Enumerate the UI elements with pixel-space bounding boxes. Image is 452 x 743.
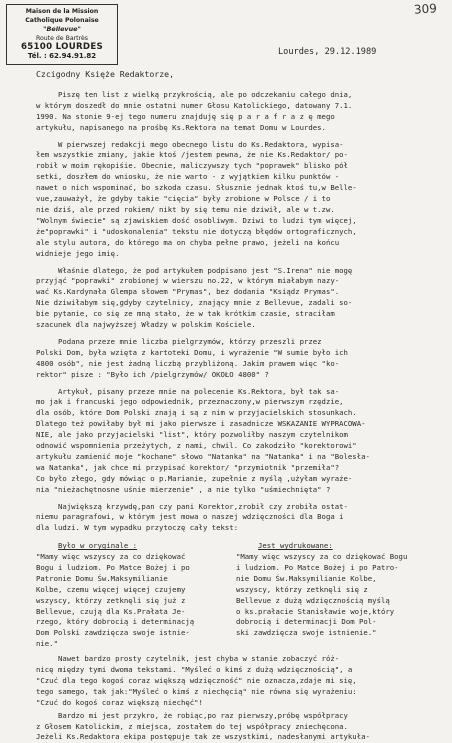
text-line: Nawet bardzo prosty czytelnik, jest chyba w stanie zobaczyć róż- — [36, 654, 340, 664]
letter-greeting: Czcigodny Księże Redaktorze, — [36, 69, 175, 79]
original-text-lines — [36, 552, 221, 650]
letter-date: Lourdes, 29.12.1989 — [278, 47, 377, 57]
text-line: "Czuć do kogoś coraz większą niechęć"! — [36, 697, 203, 707]
text-line: nia "nieżachętnosne uśnie mierzenie" , a nie tylko "uśmiechnięta" ? — [36, 484, 331, 494]
text-line: Bellevue z dużą wdzięcznością myślą — [236, 595, 390, 605]
paragraph — [36, 711, 432, 743]
text-line: 1990. Na stonie 9-ej tego numeru znajduję się p a r a f r a z ę mego — [36, 111, 335, 121]
text-line: Jeżeli Ks.Redaktora ekipa postępuje tak ze wszystkimi, nadesłanymi artykuła- — [36, 732, 370, 742]
original-text-column — [36, 541, 221, 650]
paragraph — [36, 140, 432, 260]
text-line: "Czuć dla tego kogoś coraz większą wdzięczność" nie oznacza,zdaje mi się, — [36, 675, 357, 685]
text-line: wszyscy, którzy zetknęli się z — [236, 584, 368, 594]
printed-text-header: Jest wydrukowane: — [258, 541, 333, 551]
text-line: 4800 osób", nie jest żadną liczbą przybliżoną. Jakim prawem więc "ko- — [36, 358, 340, 368]
text-line: Właśnie dlatego, że pod artykułem podpisano jest "S.Irena" nie mogę — [36, 265, 353, 275]
text-line: "Mamy więc wszyscy za co dziękować — [36, 552, 186, 562]
text-line: tego samego, tak jak:"Myśleć o kimś z niechęcią" nie równa się wyrażeniu: — [36, 686, 357, 696]
text-line: nie Domu Św.Maksymilianie Kolbe, — [236, 573, 377, 583]
text-line: rzego, który dobrocią i determinacją — [36, 617, 195, 627]
text-line: dobrocią i determinacji Dom Pol- — [236, 617, 377, 627]
paragraph — [36, 90, 432, 134]
text-line: robił w moim rękopiśie. Obecnie, maliczywszy tych "poprawek" blisko pół — [36, 161, 348, 171]
text-line: W pierwszej redakcji mego obecnego listu do Ks.Redaktora, wypisa- — [36, 139, 344, 149]
text-line: artykułu zamienić moje "kochane" słowo "Natanka" na "Natanka" i na "Bolesła- — [36, 451, 370, 461]
text-line: z Głosem Katolickim, z miejsca, zostałem do tej współpracy zniechęcona. — [36, 721, 348, 731]
stamp-line: Route de Bartrès — [35, 35, 89, 42]
text-line: niemu paragrafowi, w którym jest mowa o naszej wdzięczności dla Boga i — [36, 512, 344, 522]
paragraph — [36, 266, 432, 331]
stamp-line: Maison de la Mission Catholique Polonaise — [25, 8, 99, 24]
text-line: Co było złego, gdy mówiąc o p.Marianie, zupełnie z myślą ,użyłam wyraże- — [36, 473, 353, 483]
text-line: Nie dziwiłabym się,gdyby czytelnicy, znający mnie z Bellevue, zadali so- — [36, 298, 353, 308]
stamp-line: Tél. : 62.94.91.82 — [27, 52, 97, 60]
text-line: Dom Polski zawdzięcza swoje istnie- — [36, 628, 190, 638]
stamp-line: "Bellevue" — [43, 25, 81, 33]
text-line: "Mamy więc wszyscy za co dziękować Bogu — [236, 552, 408, 562]
text-line: Bogu i ludziom. Po Matce Bożej i po — [36, 562, 190, 572]
text-line: łem wszystkie zmiany, jakie ktoś /jestem pewna, że nie Ks.Redaktor/ po- — [36, 150, 348, 160]
text-line: Największą krzywdę,pan czy pani Korektor,zrobił czy zrobiła ostat- — [36, 501, 348, 511]
text-line: wa Natanka", jak chce mi przypisać korektor/ "przymiotnik "przemiła"? — [36, 462, 340, 472]
text-line: Artykuł, pisany przeze mnie na polecenie Ks.Rektora, był tak sa- — [36, 386, 340, 396]
text-line: Bellevue, czują dla Ks.Prałata Je- — [36, 606, 186, 616]
text-line: Kolbe, czemu więcej więcej czujemy — [36, 584, 186, 594]
text-line: NIE, ale jako przyjacielski "list", który pozwoliłby naszym czytelnikom — [36, 430, 348, 440]
text-line: i ludziom. Po Matce Bożej i po Patro- — [236, 562, 399, 572]
text-line: dla ludzi. W tym wypadku przytoczę cały tekst: — [36, 523, 239, 533]
text-line: ale stylu autora, do którego ma on chyba pełne prawo, jeżeli na końcu — [36, 237, 340, 247]
text-line: dla osób, które Dom Polski znają i są z nim w przyjacielskich stosunkach. — [36, 408, 357, 418]
text-line: nicę między tymi dwoma tekstami. "Myśleć o kimś z dużą wdzięcznością", a — [36, 665, 353, 675]
text-line: widnieje jego imię. — [36, 248, 120, 258]
text-line: bie pytanie, co się ze mną stało, że w tak krótkim czasie, straciłam — [36, 309, 335, 319]
text-line: rektor" pisze : "Było ich /pielgrzymów/ OKOŁO 4800" ? — [36, 369, 269, 379]
paragraph — [36, 337, 432, 381]
stamp-line: 65100 LOURDES — [20, 42, 104, 52]
text-line: artykułu, napisanego na prośbę Ks.Rektora na temat Domu w Lourdes. — [36, 122, 326, 132]
text-line: o ks.prałacie Stanisławie woje,który — [236, 606, 395, 616]
text-line: ski zawdzięcza swoje istnienie." — [236, 628, 377, 638]
text-line: setki, doszłem do wniosku, że nie warto - z wyjątkiem kilku punktów - — [36, 172, 340, 182]
text-line: nie." — [36, 639, 58, 649]
text-line: nie dziś, ale przed rokiem/ nikt by się temu nie dziwił, ale w t.zw. — [36, 204, 335, 214]
text-line: mo jak i francuski jego odpowiednik, przeznaczony,w pierwszym rzędzie, — [36, 397, 344, 407]
text-line: Dlatego też powiłaby był mi jako pierwsze i zasadnicze WSKAZANIE WYPRACOWA- — [36, 419, 366, 429]
paragraph — [36, 387, 432, 496]
text-line: szacunek dla najwyższej Władzy w polskim Kościele. — [36, 319, 256, 329]
text-line: nawet o nich wspominać, bo szkoda czasu. Słusznie jednak ktoś tu,w Belle- — [36, 183, 357, 193]
printed-text-lines — [236, 552, 421, 639]
text-line: wszyscy, którzy zetknęli się już z — [36, 595, 186, 605]
text-line: w którym doszedł do mnie ostatni numer Głosu Katolickiego, datowany 7.1. — [36, 100, 353, 110]
text-line: Polski Dom, była wzięta z kartoteki Domu, i wyrażenie "W sumie było ich — [36, 347, 348, 357]
text-line: Patronie Domu Św.Maksymilianie — [36, 573, 168, 583]
printed-text-column — [236, 541, 421, 639]
text-line: vue,zauważył, że gdyby takie "cięcia" były zrobione w Polsce / i to — [36, 194, 331, 204]
text-line: "Wolnym świecie" są zjawiskiem dość osobliwym. Dziwi to ludzi tym więcej, — [36, 215, 357, 225]
text-line: przyjąć "poprawki" zrobionej w wierszu no.22, w którym miałabym nazy- — [36, 276, 340, 286]
text-line: odnowić wspomnienia przeżytych, z nami, chwil. Co zakodziło "korektorowi" — [36, 440, 357, 450]
text-line: Bardzo mi jest przykro, że robiąc,po raz pierwszy,próbę współpracy — [36, 710, 348, 720]
text-line: Piszę ten list z wielką przykrością, ale po odczekaniu całego dnia, — [36, 90, 353, 99]
text-line: wać Ks.Kardynała Glempa słowem "Prymas", bez dodania "Ksiądz Prymas". — [36, 287, 340, 297]
original-text-header: Było w oryginale : — [58, 541, 138, 551]
paragraph — [36, 654, 432, 708]
text-line: że"poprawki" i "udoskonalenia" tekstu nie dotyczą błędów ortograficznych, — [36, 226, 357, 236]
text-line: Podana przeze mnie liczba pielgrzymów, którzy przeszli przez — [36, 336, 322, 346]
paragraph — [36, 502, 432, 535]
handwritten-page-number: 309 — [413, 1, 438, 17]
letterhead-stamp — [6, 4, 118, 65]
